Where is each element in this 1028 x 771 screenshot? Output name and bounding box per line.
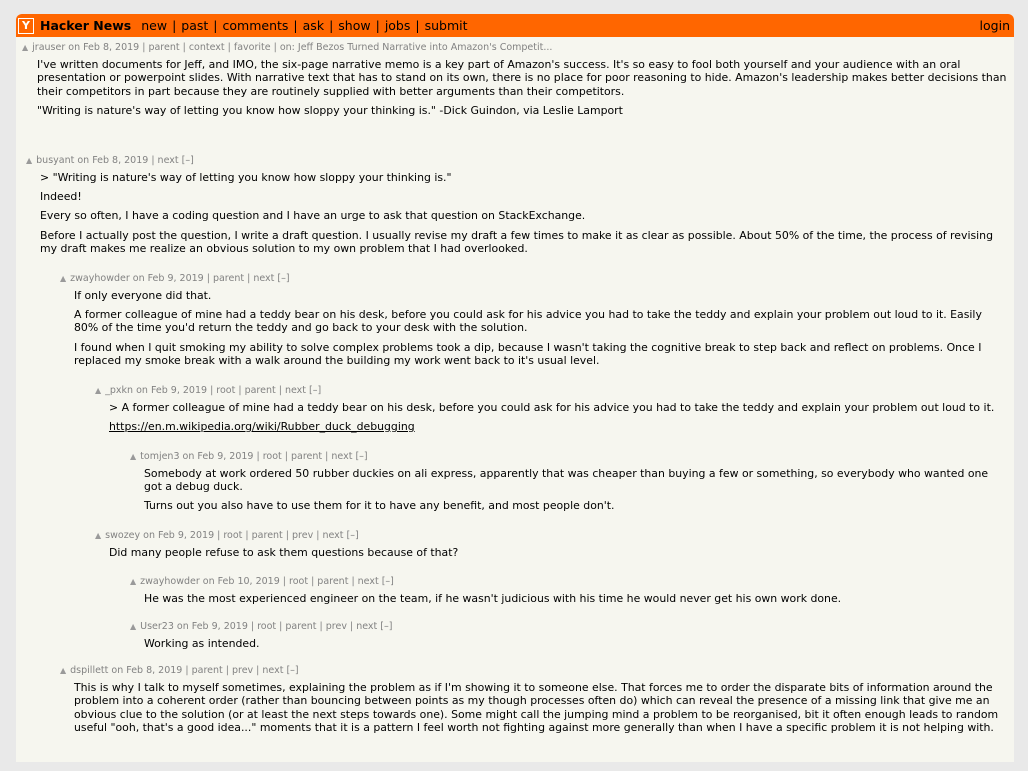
upvote-arrow-icon[interactable]: ▲ — [60, 665, 67, 675]
comment-meta[interactable]: User23 on Feb 9, 2019 | root | parent | prev | next [–] — [140, 620, 393, 632]
comment-header — [16, 450, 1014, 464]
comment-text: Turns out you also have to use them for it to have any benefit, and most people don't. — [144, 499, 615, 513]
nav-separator: | — [415, 18, 420, 33]
site-title[interactable]: Hacker News — [40, 18, 132, 33]
comment — [16, 272, 1014, 368]
comment — [16, 529, 1014, 559]
spacer — [16, 565, 1014, 575]
comment — [16, 384, 1014, 434]
spacer — [16, 124, 1014, 154]
comment-meta[interactable]: tomjen3 on Feb 9, 2019 | root | parent | next [–] — [140, 450, 368, 462]
top-nav-bar — [16, 14, 1014, 37]
comment-header — [16, 575, 1014, 589]
comment-text: > "Writing is nature's way of letting you know how sloppy your thinking is." — [40, 170, 452, 184]
nav-ask[interactable]: ask — [302, 18, 325, 33]
comment-meta[interactable]: jrauser on Feb 8, 2019 | parent | context | favorite | on: Jeff Bezos Turned Narrative into Amazon's Competit... — [32, 42, 553, 53]
nav-past[interactable]: past — [181, 18, 209, 33]
comment-text: A former colleague of mine had a teddy bear on his desk, before you could ask for his advice you had to take the teddy and explain your problem out loud to it. Easily 80% of the time you'd return the teddy and go back to your desk with the solution. — [74, 308, 982, 335]
comment-meta[interactable]: zwayhowder on Feb 9, 2019 | parent | next [–] — [70, 272, 290, 284]
nav-separator: | — [213, 18, 218, 33]
comment-header — [16, 664, 1014, 678]
comment — [16, 664, 1014, 735]
nav-submit[interactable]: submit — [424, 18, 468, 33]
spacer — [16, 374, 1014, 384]
comment — [16, 154, 1014, 256]
comment — [16, 620, 1014, 650]
comment-text: I found when I quit smoking my ability to solve complex problems took a dip, because I wasn't taking the cognitive break to step back and reflect on problems. Once I replaced my smoke break with a walk around the building my work went back to it's usual level. — [74, 340, 982, 368]
comment-text: Indeed! — [40, 190, 82, 204]
spacer — [16, 519, 1014, 529]
nav-separator: | — [172, 18, 177, 33]
comment-header — [16, 384, 1014, 398]
comment-meta[interactable]: swozey on Feb 9, 2019 | root | parent | prev | next [–] — [105, 529, 359, 541]
comment-text: Somebody at work ordered 50 rubber duckies on ali express, apparently that was cheaper than buying a few or something, so everybody who wanted one got a debug duck. — [144, 466, 989, 493]
upvote-arrow-icon[interactable]: ▲ — [95, 385, 102, 395]
nav-comments[interactable]: comments — [222, 18, 289, 33]
upvote-arrow-icon[interactable]: ▲ — [130, 577, 137, 587]
comment-text: He was the most experienced engineer on the team, if he wasn't judicious with his time he would never get his own work done. — [144, 592, 842, 606]
comment-meta[interactable]: _pxkn on Feb 9, 2019 | root | parent | next [–] — [105, 384, 322, 396]
comment-header — [16, 620, 1014, 634]
nav-separator: | — [375, 18, 380, 33]
comment-text: Every so often, I have a coding question and I have an urge to ask that question on StackExchange. — [40, 209, 586, 223]
comment-text: > A former colleague of mine had a teddy bear on his desk, before you could ask for his advice you had to take the teddy and explain your problem out loud to it. — [109, 400, 995, 414]
comment — [16, 575, 1014, 605]
comment-meta[interactable]: busyant on Feb 8, 2019 | next [–] — [36, 154, 194, 166]
comment-text: Working as intended. — [144, 636, 260, 650]
comment-header — [16, 41, 1014, 55]
comment-tree — [16, 37, 1014, 735]
spacer — [16, 440, 1014, 450]
upvote-arrow-icon[interactable]: ▲ — [26, 155, 33, 165]
spacer — [16, 656, 1014, 664]
nav-new[interactable]: new — [141, 18, 168, 33]
spacer — [16, 612, 1014, 620]
y-logo-icon[interactable]: Y — [18, 18, 34, 34]
comment-meta[interactable]: zwayhowder on Feb 10, 2019 | root | parent | next [–] — [140, 576, 394, 588]
comment-text: If only everyone did that. — [74, 288, 212, 302]
comment-text: Before I actually post the question, I write a draft question. I usually revise my draft a few times to make it as clear as possible. About 50% of the time, the process of revising my draft makes me realize an obvious solution to my own problem that I had overlooked. — [40, 228, 993, 256]
wikipedia-link[interactable]: https://en.m.wikipedia.org/wiki/Rubber_duck_debugging — [109, 420, 415, 434]
upvote-arrow-icon[interactable]: ▲ — [130, 451, 137, 461]
comment — [16, 41, 1014, 118]
nav-separator: | — [293, 18, 298, 33]
comment-header — [16, 529, 1014, 543]
upvote-arrow-icon[interactable]: ▲ — [95, 530, 102, 540]
comment-header — [16, 154, 1014, 168]
nav-jobs[interactable]: jobs — [384, 18, 411, 33]
spacer — [16, 262, 1014, 272]
comment-header — [16, 272, 1014, 286]
nav-show[interactable]: show — [338, 18, 371, 33]
upvote-arrow-icon[interactable]: ▲ — [22, 43, 29, 52]
comment — [16, 450, 1014, 513]
upvote-arrow-icon[interactable]: ▲ — [130, 621, 137, 631]
comment-text: I've written documents for Jeff, and IMO, the six-page narrative memo is a key part of Amazon's success. It's so easy to fool both yourself and your audience with an oral presentation or powerpoint slides. With narrative text that has to stand on its own, there is no place for poor reasoning to hide. Amazon's leadership makes better decisions than their competitors in part because they are routinely supplied with better arguments than their competitors. — [37, 58, 1007, 98]
browser-page — [16, 14, 1014, 762]
nav-separator: | — [329, 18, 334, 33]
login-link[interactable]: login — [979, 18, 1010, 33]
upvote-arrow-icon[interactable]: ▲ — [60, 273, 67, 283]
comment-meta[interactable]: dspillett on Feb 8, 2019 | parent | prev | next [–] — [70, 664, 299, 676]
comment-text: Did many people refuse to ask them questions because of that? — [109, 545, 459, 559]
comment-text: "Writing is nature's way of letting you know how sloppy your thinking is." -Dick Guindon, via Leslie Lamport — [37, 104, 623, 118]
comment-text: This is why I talk to myself sometimes, explaining the problem as if I'm showing it to someone else. That forces me to order the disparate bits of information around the problem into a coherent order (rather than bouncing between points as my though processes often do) which can reveal the presence of a missing link that give me an obvious clue to the solution (or at least the next steps towards one). Some might call the jumping mind a problem to be reorganised, bit it often enough leads to random useful "ooh, that's a good idea..." moments that it is a pattern I feel worth not fighting against more generally than when I have a specific problem it is not helping with. — [74, 680, 999, 735]
